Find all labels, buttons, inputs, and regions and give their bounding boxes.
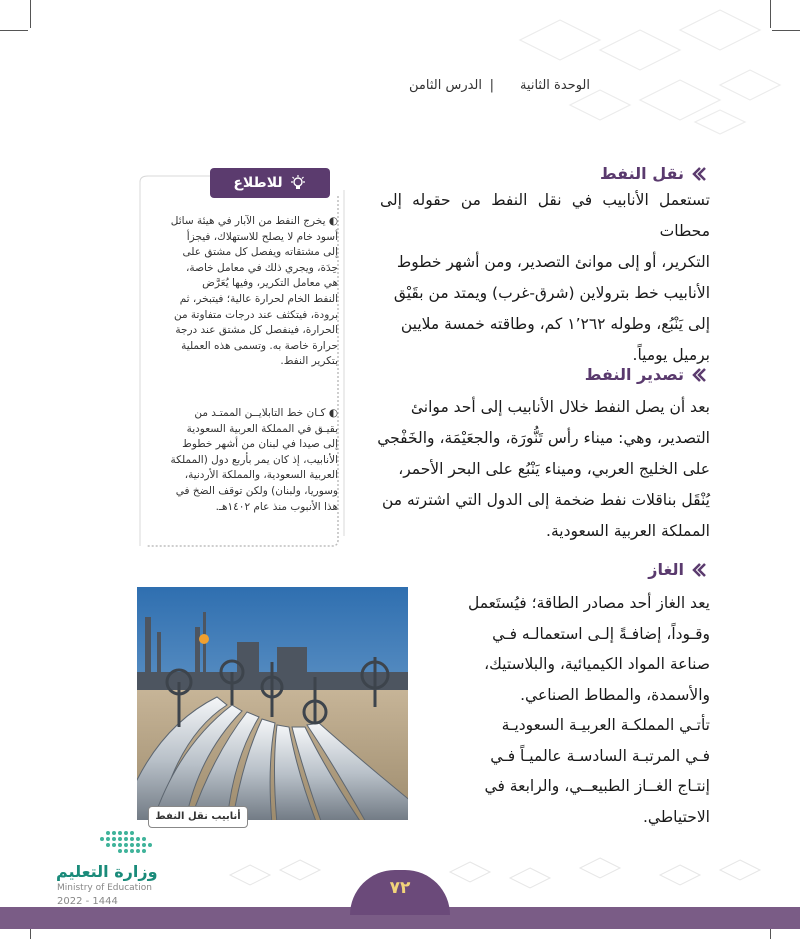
pipeline-photo bbox=[135, 585, 410, 822]
section-body-gas: يعد الغاز أحد مصادر الطاقة؛ فيُستَعمل وقـوداً، إضافـةً إلـى استعمالـه فـي صناعة المواد الكيميائية، والبلاستيك، والأسمدة، والمطاط الصناعي. تأتـي المملكـة العربيـة السعوديـة فـي المرتبـة السادسـة عالميـاً فـي إنتـاج الغــاز الطبيعــي، والرابعة في الاحتياطي. bbox=[467, 594, 710, 826]
page-number: ٧٢ bbox=[389, 878, 411, 898]
section-body-oil-transport: تستعمل الأنابيب في نقل النفط من حقوله إلى محطات التكرير، أو إلى موانئ التصدير، ومن أشهر خطوط الأنابيب خط بترولاين (شرق-غرب) ويمتد من بقَيْق إلى يَنْبُع، وطوله ١٬٢٦٢ كم، وطاقته خمسة ملايين برميل يومياً. bbox=[380, 191, 710, 364]
section-title-gas: الغاز bbox=[648, 560, 706, 579]
sidebar-paragraph-2: ◐ كـان خط التابلايــن الممتـد من بقيـق في المملكة العربية السعودية إلى صيدا في لبنان من أشهر خطوط الأنابيب، إذ كان يمر بأربع دول (المملكة العربية السعودية، والمملكة الأردنية، وسوريا، ولبنان) ولكن توقف الضخ في هذا الأنبوب منذ عام ١٤٠٢هـ. bbox=[170, 407, 338, 513]
chevron-left-icon bbox=[690, 367, 706, 383]
chevron-left-icon bbox=[690, 562, 706, 578]
ministry-name: وزارة التعليم bbox=[56, 862, 158, 881]
photo-caption: أنابيب نقل النفط bbox=[148, 806, 248, 828]
section-title-oil-transport: نقل النفط bbox=[600, 164, 706, 183]
sidebar-tag: للاطلاع bbox=[210, 168, 330, 198]
ministry-year: 2022 - 1444 bbox=[57, 896, 118, 907]
sidebar-paragraph-1: ◐ يخرج النفط من الآبار في هيئة سائل أسود خام لا يصلح للاستهلاك، فيجزأ إلى مشتقاته ويفصل كل مشتق على حِدَة، ويجري ذلك في معامل خاصة، هي معامل التكرير، وفيها يُعَرَّض النفط الخام لحرارة عالية؛ فيتبخر، ثم برودة، فيتكثف عند درجات متفاوتة من الحرارة، فينفصل كل مشتق عند درجة حرارة خاصة به. وتسمى هذه العملية بتكرير النفط. bbox=[170, 215, 338, 368]
crop-mark bbox=[30, 0, 31, 28]
section-title-oil-export: تصدير النفط bbox=[585, 365, 706, 384]
header-lesson: الدرس الثامن bbox=[409, 78, 482, 93]
ministry-name-english: Ministry of Education bbox=[57, 883, 152, 893]
crop-mark bbox=[0, 30, 28, 31]
lightbulb-icon bbox=[289, 175, 307, 191]
header-separator: | bbox=[489, 78, 494, 93]
header-unit: الوحدة الثانية bbox=[519, 78, 590, 93]
chevron-left-icon bbox=[690, 166, 706, 182]
page-header bbox=[150, 72, 590, 100]
section-body-oil-export: بعد أن يصل النفط خلال الأنابيب إلى أحد موانئ التصدير، وهي: ميناء رأس تَنُّورَة، والجعَيْمَة، والخَفْجي على الخليج العربي، وميناء يَنْبُع على البحر الأحمر، يُنْقَل بناقلات نفط ضخمة إلى الدول التي اشترته من المملكة العربية السعودية. bbox=[377, 398, 710, 540]
